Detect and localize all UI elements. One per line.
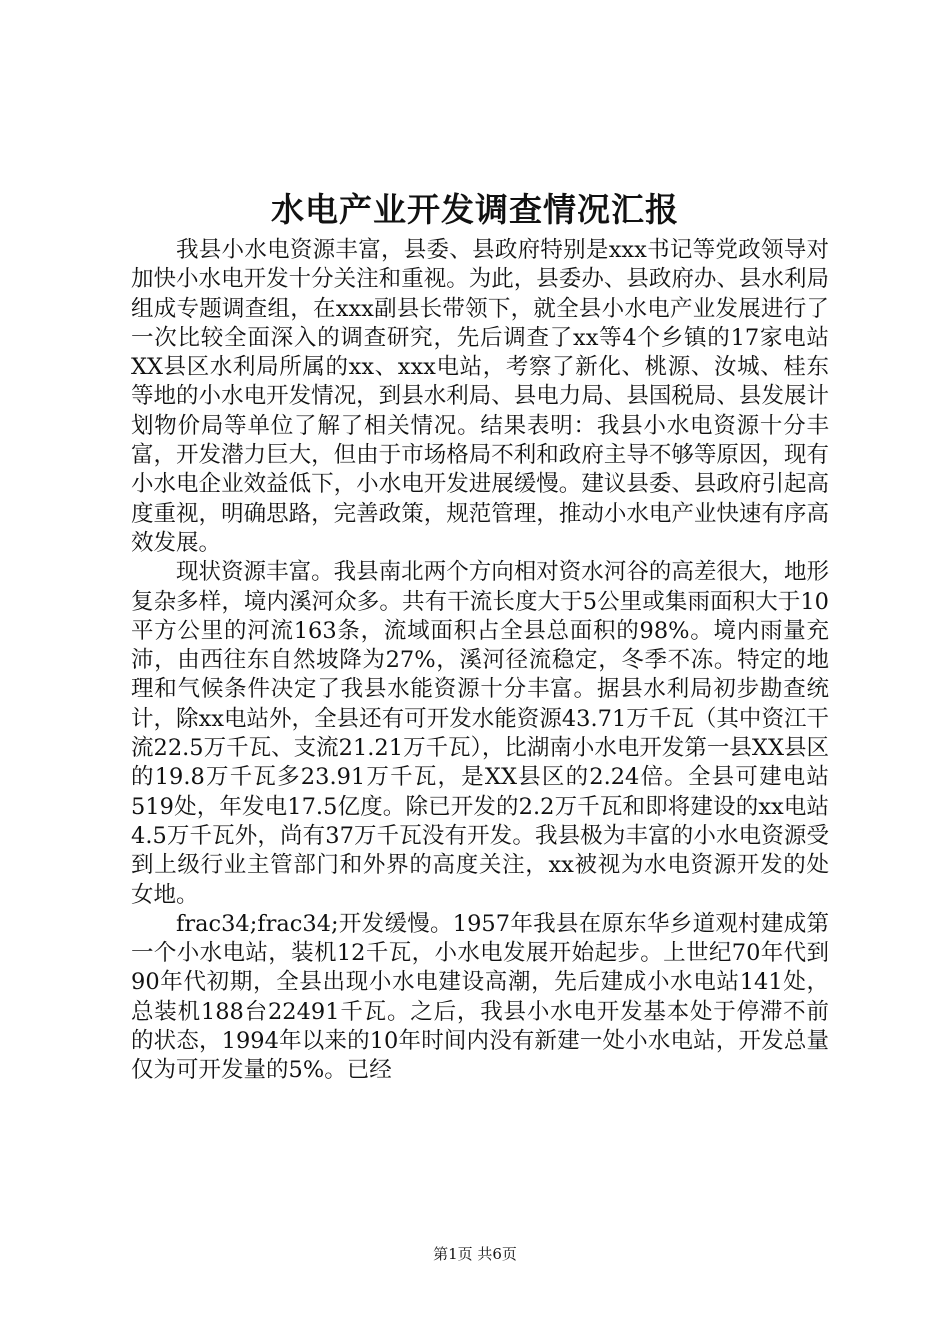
document-title: 水电产业开发调查情况汇报 xyxy=(271,190,679,229)
page-footer: 第1页 共6页 xyxy=(433,1245,517,1263)
paragraph-resources: 现状资源丰富。我县南北两个方向相对资水河谷的高差很大，地形复杂多样，境内溪河众多。共有干流长度大于5公里或集雨面积大于10平方公里的河流163条，流域面积占全县总面积的98%。境内雨量充沛，由西往东自然坡降为27%，溪河径流稳定，冬季不冻。特定的地理和气候条件决定了我县水能资源十分丰富。据县水利局初步勘查统计，除xx电站外，全县还有可开发水能资源43.71万千瓦（其中资江干流22.5万千瓦、支流21.21万千瓦），比湖南小水电开发第一县XX县区的19.8万千瓦多23.91万千瓦，是XX县区的2.24倍。全县可建电站519处，年发电17.5亿度。除已开发的2.2万千瓦和即将建设的xx电站4.5万千瓦外，尚有37万千瓦没有开发。我县极为丰富的小水电资源受到上级行业主管部门和外界的高度关注，xx被视为水电资源开发的处女地。 xyxy=(131,559,829,908)
paragraph-development: frac34;frac34;开发缓慢。1957年我县在原东华乡道观村建成第一个小水电站，装机12千瓦，小水电发展开始起步。上世纪70年代到90年代初期，全县出现小水电建设高潮，先后建成小水电站141处，总装机188台22491千瓦。之后，我县小水电开发基本处于停滞不前的状态，1994年以来的10年时间内没有新建一处小水电站，开发总量仅为可开发量的5%。已经 xyxy=(131,910,829,1084)
document-body xyxy=(131,236,829,1086)
paragraph-intro: 我县小水电资源丰富，县委、县政府特别是xxx书记等党政领导对加快小水电开发十分关注和重视。为此，县委办、县政府办、县水利局组成专题调查组，在xxx副县长带领下，就全县小水电产业发展进行了一次比较全面深入的调查研究，先后调查了xx等4个乡镇的17家电站XX县区水利局所属的xx、xxx电站，考察了新化、桃源、汝城、桂东等地的小水电开发情况，到县水利局、县电力局、县国税局、县发展计划物价局等单位了解了相关情况。结果表明：我县小水电资源十分丰富，开发潜力巨大，但由于市场格局不利和政府主导不够等原因，现有小水电企业效益低下，小水电开发进展缓慢。建议县委、县政府引起高度重视，明确思路，完善政策，规范管理，推动小水电产业快速有序高效发展。 xyxy=(131,237,829,556)
